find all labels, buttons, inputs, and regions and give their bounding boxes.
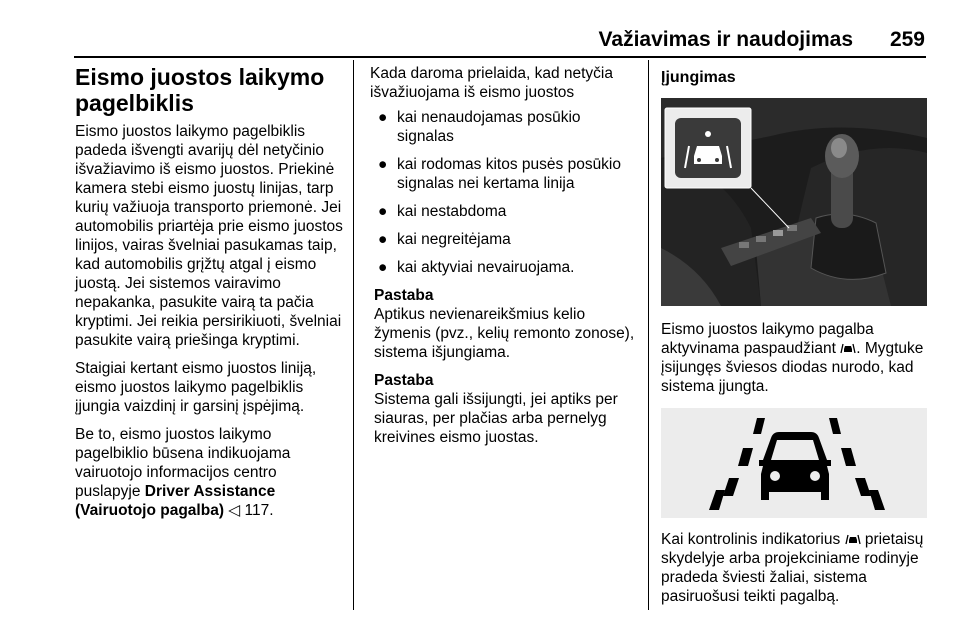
bullet-icon: ● xyxy=(378,203,388,220)
status-text: Be to, eismo juostos laikymo pagelbiklio būsena indikuojama vairuotojo informacijos centro puslapyje xyxy=(75,426,291,500)
driver-assistance-label: Driver Assistance (Vairuotojo pagalba) xyxy=(75,483,276,519)
lane-keep-icon xyxy=(840,342,856,354)
bullet-icon: ● xyxy=(378,156,388,173)
conditions-list xyxy=(370,108,640,277)
activation-heading: Įjungimas xyxy=(661,69,736,86)
activation-text: Eismo juostos laikymo pagalba aktyvinama paspaudžiant xyxy=(661,321,874,357)
bullet-icon: ● xyxy=(378,231,388,248)
page-reference[interactable]: 117. xyxy=(244,502,274,519)
column-divider-2 xyxy=(648,60,649,610)
list-item-text: kai rodomas kitos pusės posūkio signalas nei kertama linija xyxy=(397,156,622,192)
list-item-text: kai aktyviai nevairuojama. xyxy=(397,259,575,276)
list-item xyxy=(370,202,640,221)
indicator-text: Kai kontrolinis indikatorius xyxy=(661,531,845,548)
intro-paragraph: Eismo juostos laikymo pagelbiklis padeda išvengti avarijų dėl netyčinio išvažiavimo iš eismo juostos. Priekinė kamera stebi eismo juostų linijas, tarp kurių važiuoja transporto priemonė. Jei automobilis priartėja prie eismo juostos linijos, vairas švelniai pasukamas taip, kad automobilis grįžtų atgal į eismo juostą. Jei sistemos vairavimo nepakanka, pasukite vairą ta pačia kryptimi. Jei reikia persirikiuoti, švelniai pasukite vairą priešinga kryptimi. xyxy=(75,123,343,349)
column-1 xyxy=(75,64,345,529)
chapter-title: Važiavimas ir naudojimas xyxy=(598,28,853,51)
indicator-text-tail: prietaisų skydelyje arba projekciniame rodinyje pradeda šviesti žaliai, sistema pasiruošusi teikti pagalbą. xyxy=(661,531,924,605)
list-item-text: kai nenaudojamas posūkio signalas xyxy=(397,109,581,145)
lane-keep-icon xyxy=(845,533,861,545)
note-2 xyxy=(370,371,640,447)
warning-paragraph: Staigiai kertant eismo juostos liniją, eismo juostos laikymo pagelbiklis įjungia vaizdinį ir garsinį įspėjimą. xyxy=(75,360,317,415)
section-heading: Eismo juostos laikymo pagelbiklis xyxy=(75,64,325,116)
indicator-paragraph xyxy=(661,530,927,606)
bullet-icon: ● xyxy=(378,259,388,276)
column-2 xyxy=(370,64,640,456)
column-3 xyxy=(661,64,927,615)
list-item xyxy=(370,258,640,277)
conditions-intro: Kada daroma prielaida, kad netyčia išvažiuojama iš eismo juostos xyxy=(370,65,613,101)
activation-paragraph xyxy=(661,320,927,396)
column-divider-1 xyxy=(353,60,354,610)
note-text: Sistema gali išsijungti, jei aptiks per siauras, per plačias arba pernelyg kreivines eismo juostas. xyxy=(374,391,618,446)
list-item-text: kai negreitėjama xyxy=(397,231,511,248)
bullet-icon: ● xyxy=(378,109,388,126)
list-item xyxy=(370,230,640,249)
lane-keep-symbol-illustration xyxy=(661,408,927,518)
triangle-reference-icon: ◁ xyxy=(228,502,241,519)
list-item-text: kai nestabdoma xyxy=(397,203,507,220)
center-console-photo xyxy=(661,98,927,306)
activation-text-tail: . Mygtuke įsijungęs šviesos diodas nurodo, kad sistema įjungta. xyxy=(661,340,924,395)
note-heading: Pastaba xyxy=(374,287,434,304)
page-header xyxy=(80,28,925,54)
note-text: Aptikus nevienareikšmius kelio žymenis (pvz., kelių remonto zonose), sistema išjungiama. xyxy=(374,306,635,361)
list-item xyxy=(370,155,640,193)
status-paragraph xyxy=(75,425,345,520)
header-divider xyxy=(74,56,926,58)
page-number: 259 xyxy=(889,28,925,51)
note-heading: Pastaba xyxy=(374,372,434,389)
note-1 xyxy=(370,286,640,362)
list-item xyxy=(370,108,640,146)
